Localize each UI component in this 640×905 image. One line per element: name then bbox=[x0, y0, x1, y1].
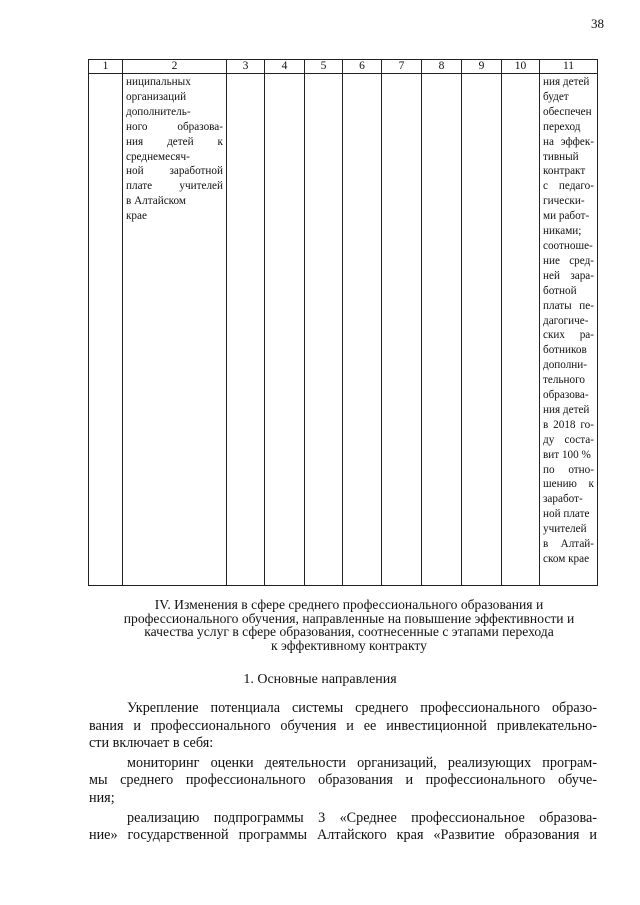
cell-text-line: соотноше- bbox=[543, 239, 593, 252]
cell-text-line: ней зара- bbox=[543, 269, 594, 282]
cell-text-line: дагогиче- bbox=[543, 314, 589, 327]
cell-text-line: обеспечен bbox=[543, 105, 592, 118]
table-cell-col6 bbox=[343, 74, 382, 586]
cell-text-line: ния детей bbox=[543, 76, 590, 88]
paragraph-line: Укрепление потенциала системы среднего профессионального образо- bbox=[127, 700, 597, 716]
cell-text-line: в Алтайском bbox=[126, 195, 187, 208]
cell-text-line: по отно- bbox=[543, 463, 594, 476]
cell-text-line: ние сред- bbox=[543, 254, 594, 267]
cell-text-line: ного образова- bbox=[126, 120, 223, 133]
table-row bbox=[89, 74, 598, 586]
cell-text-line: ниципальных bbox=[126, 76, 191, 88]
section-heading-line: IV. Изменения в сфере среднего профессионального образования и bbox=[154, 597, 544, 612]
table-cell-col4 bbox=[265, 74, 305, 586]
section-heading-line: качества услуг в сфере образования, соотнесенные с этапами перехода bbox=[144, 624, 554, 640]
table-cell-col8 bbox=[422, 74, 462, 586]
cell-text-line: тивный bbox=[543, 150, 579, 163]
column-header: 8 bbox=[422, 60, 462, 74]
table-cell-col11 bbox=[540, 74, 598, 586]
cell-text-line: ной заработной bbox=[126, 165, 223, 178]
cell-text-line: ду соста- bbox=[543, 433, 594, 446]
cell-text-line: ботников bbox=[543, 344, 587, 357]
cell-text-line: среднемесяч- bbox=[126, 150, 190, 163]
paragraph-line: ния; bbox=[89, 789, 115, 806]
cell-text-line: гически- bbox=[543, 195, 585, 208]
section-heading bbox=[104, 598, 594, 652]
column-header: 11 bbox=[540, 60, 598, 74]
cell-text-line: ботной bbox=[543, 284, 577, 297]
table-cell-col3 bbox=[227, 74, 265, 586]
column-header: 10 bbox=[502, 60, 540, 74]
paragraph-line: мониторинг оценки деятельности организаций, реализующих програм- bbox=[127, 754, 597, 771]
paragraph bbox=[89, 700, 597, 753]
column-header: 7 bbox=[382, 60, 422, 74]
cell-text-line: в Алтай- bbox=[543, 538, 594, 551]
table-cell-col10 bbox=[502, 74, 540, 586]
cell-text-line: ских ра- bbox=[543, 329, 594, 342]
column-header: 6 bbox=[343, 60, 382, 74]
cell-text-line: дополни- bbox=[543, 359, 588, 372]
cell-text-line: учителей bbox=[543, 523, 587, 536]
cell-text-line: заработ- bbox=[543, 493, 583, 506]
cell-text-line: ском крае bbox=[543, 553, 590, 565]
cell-text-line: тельного bbox=[543, 374, 586, 387]
column-header: 9 bbox=[462, 60, 502, 74]
cell-text-line: платы пе- bbox=[543, 299, 594, 312]
cell-text-line: ной плате bbox=[543, 508, 590, 521]
table-header-row bbox=[89, 60, 598, 74]
paragraph-line: реализацию подпрограммы 3 «Среднее профессиональное образова- bbox=[127, 809, 597, 826]
column-header: 4 bbox=[265, 60, 305, 74]
paragraph bbox=[89, 755, 597, 808]
cell-text-line: организаций bbox=[126, 90, 187, 103]
paragraph-line: мы среднего профессионального образования и профессионального обуче- bbox=[89, 772, 597, 789]
sub-heading: 1. Основные направления bbox=[243, 672, 397, 687]
section-heading-line: профессионального обучения, направленные на повышение эффективности и bbox=[123, 610, 575, 626]
table-cell-col5 bbox=[305, 74, 343, 586]
cell-text-line: дополнитель- bbox=[126, 105, 191, 118]
table-cell-col2 bbox=[123, 74, 227, 586]
cell-text-line: ния детей к bbox=[126, 135, 223, 148]
paragraph-line: сти включает в себя: bbox=[89, 735, 214, 752]
cell-text-line: вит 100 % bbox=[543, 448, 591, 461]
cell-text-line: с педаго- bbox=[543, 180, 594, 193]
paragraph-line: ние» государственной программы Алтайского края «Развитие образования и bbox=[89, 827, 597, 844]
table-cell-col1 bbox=[89, 74, 123, 586]
cell-text-line: будет bbox=[543, 90, 569, 103]
cell-text-line: переход bbox=[543, 120, 581, 133]
cell-text-line: шению к bbox=[543, 478, 594, 491]
cell-text-line: ми работ- bbox=[543, 210, 590, 223]
cell-text-line: в 2018 го- bbox=[543, 418, 594, 431]
cell-text-line: на эффек- bbox=[543, 135, 594, 148]
table-cell-col9 bbox=[462, 74, 502, 586]
column-header: 2 bbox=[123, 60, 227, 74]
page-number: 38 bbox=[591, 16, 604, 31]
section-heading-line: к эффективному контракту bbox=[271, 637, 427, 653]
cell-text-line: ния детей bbox=[543, 403, 590, 416]
cell-text-line: образова- bbox=[543, 389, 589, 402]
table-cell-col7 bbox=[382, 74, 422, 586]
column-header: 1 bbox=[89, 60, 123, 74]
cell-text-line: контракт bbox=[543, 165, 586, 178]
data-table bbox=[88, 59, 598, 586]
paragraph bbox=[89, 810, 597, 845]
column-header: 5 bbox=[305, 60, 343, 74]
cell-text-line: плате учителей bbox=[126, 180, 223, 193]
column-header: 3 bbox=[227, 60, 265, 74]
paragraph-line: вания и профессионального обучения и ее инвестиционной привлекательно- bbox=[89, 717, 597, 734]
cell-text-line: крае bbox=[126, 210, 147, 223]
body-text bbox=[89, 700, 597, 847]
cell-text-line: никами; bbox=[543, 225, 582, 238]
